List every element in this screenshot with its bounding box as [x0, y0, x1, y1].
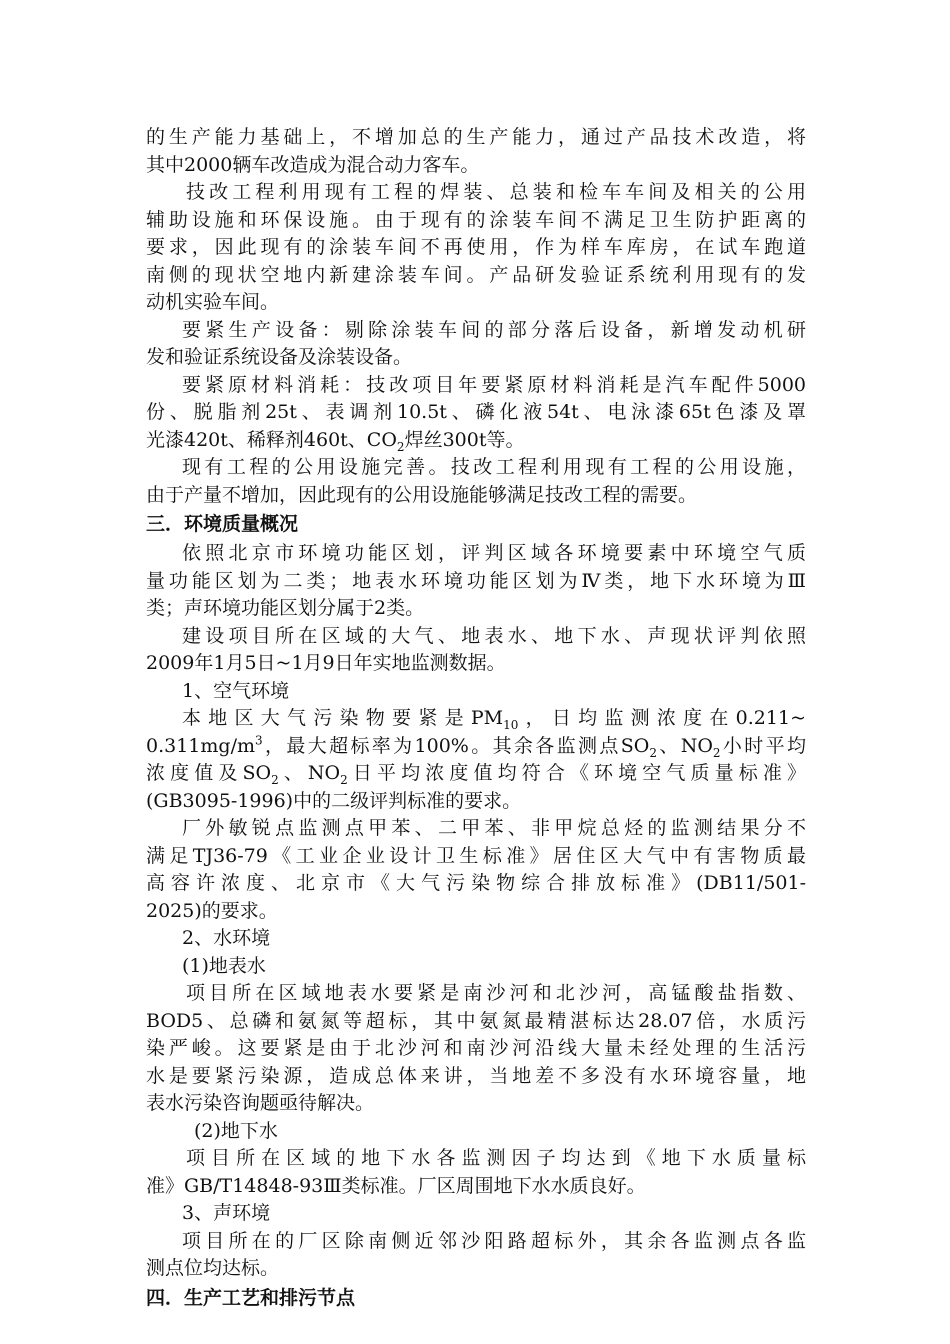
subscript: 2	[649, 745, 657, 760]
paragraph-line	[146, 733, 806, 761]
paragraph-line: 要紧生产设备：剔除涂装车间的部分落后设备，新增发动机研	[182, 318, 806, 341]
paragraph-line: 动机实验车间。	[146, 291, 280, 313]
paragraph-line	[146, 427, 806, 455]
paragraph-line: 现有工程的公用设施完善。技改工程利用现有工程的公用设施，	[182, 456, 806, 478]
paragraph-line: 表水污染咨询题亟待解决。	[146, 1092, 375, 1114]
document-body	[146, 124, 806, 1314]
paragraph-line: 的生产能力基础上，不增加总的生产能力，通过产品技术改造，将	[146, 126, 806, 148]
paragraph-line: 2009年1月5日~1月9日年实地监测数据。	[146, 652, 506, 674]
paragraph-line: 水是要紧污染源，造成总体来讲，当地差不多没有水环境容量，地	[146, 1064, 806, 1087]
text-run: 日平均浓度值均符合《环境空气质量标准》	[347, 762, 806, 784]
paragraph-line: 其中2000辆车改造成为混合动力客车。	[146, 153, 480, 176]
paragraph-line: 份、脱脂剂25t、表调剂10.5t、磷化液54t、电泳漆65t色漆及罩	[146, 401, 806, 423]
text-run: ，最大超标率为100%。其余各监测点SO	[262, 734, 650, 757]
paragraph-line: 项目所在的厂区除南侧近邻沙阳路超标外，其余各监测点各监	[182, 1229, 806, 1252]
paragraph-line: 发和验证系统设备及涂装设备。	[146, 346, 413, 368]
text-run: 本地区大气污染物要紧是PM	[182, 707, 504, 729]
subsection-title: (2)地下水	[194, 1119, 278, 1142]
superscript: 3	[255, 733, 263, 748]
paragraph-line: 满足TJ36-79《工业企业设计卫生标准》居住区大气中有害物质最	[146, 844, 806, 867]
text-run: 、NO	[656, 734, 713, 757]
text-run: 、NO	[278, 762, 341, 784]
paragraph-line: 厂外敏锐点监测点甲苯、二甲苯、非甲烷总烃的监测结果分不	[182, 817, 806, 839]
paragraph-line: 项目所在区域的地下水各监测因子均达到《地下水质量标	[186, 1147, 806, 1169]
subsection-title: (1)地表水	[182, 954, 266, 977]
subsection-title: 3、声环境	[182, 1202, 271, 1224]
paragraph-line	[146, 760, 806, 788]
subsection-title: 2、水环境	[182, 927, 271, 949]
section-heading: 四．生产工艺和排污节点	[146, 1286, 356, 1309]
paragraph-line: BOD5、总磷和氨氮等超标，其中氨氮最精湛标达28.07倍，水质污	[146, 1009, 806, 1032]
paragraph-line: 量功能区划为二类；地表水环境功能区划为Ⅳ类，地下水环境为Ⅲ	[146, 569, 806, 592]
paragraph-line: 高容许浓度、北京市《大气污染物综合排放标准》(DB11/501-	[146, 872, 806, 894]
text-run: 焊丝300t等。	[404, 428, 525, 451]
paragraph-line: 类；声环境功能区划分属于2类。	[146, 597, 425, 619]
paragraph-line: 要紧原材料消耗：技改项目年要紧原材料消耗是汽车配件5000	[182, 373, 806, 396]
paragraph-line: 要求，因此现有的涂装车间不再使用，作为样车库房，在试车跑道	[146, 236, 806, 258]
text-run: ，日均监测浓度在0.211~	[518, 707, 806, 729]
paragraph-line: 准》GB/T14848-93Ⅲ类标准。厂区周围地下水水质良好。	[146, 1174, 646, 1197]
paragraph-line: 染严峻。这要紧是由于北沙河和南沙河沿线大量未经处理的生活污	[146, 1037, 806, 1059]
paragraph-line: 辅助设施和环保设施。由于现有的涂装车间不满足卫生防护距离的	[146, 208, 806, 231]
subsection-title: 1、空气环境	[182, 679, 290, 702]
paragraph-line: 测点位均达标。	[146, 1257, 280, 1279]
text-run: 光漆420t、稀释剂460t、CO	[146, 428, 397, 451]
subscript: 2	[271, 772, 279, 787]
subscript: 2	[396, 439, 405, 454]
text-run: 0.311mg/m	[146, 734, 255, 757]
paragraph-line: 项目所在区域地表水要紧是南沙河和北沙河，高锰酸盐指数、	[186, 982, 806, 1004]
paragraph-line: 由于产量不增加，因此现有的公用设施能够满足技改工程的需要。	[146, 483, 698, 506]
paragraph-line: 建设项目所在区域的大气、地表水、地下水、声现状评判依照	[182, 624, 806, 647]
paragraph-line: 依照北京市环境功能区划，评判区域各环境要素中环境空气质	[182, 542, 806, 564]
text-run: 小时平均	[720, 734, 806, 757]
subscript: 10	[503, 717, 519, 732]
text-run: 浓度值及SO	[146, 762, 272, 784]
paragraph-line	[146, 705, 806, 733]
subscript: 2	[340, 772, 348, 787]
paragraph-line: 技改工程利用现有工程的焊装、总装和检车车间及相关的公用	[186, 181, 806, 203]
paragraph-line: 2025)的要求。	[146, 899, 278, 922]
subscript: 2	[712, 745, 721, 760]
paragraph-line: (GB3095-1996)中的二级评判标准的要求。	[146, 789, 522, 812]
section-heading: 三．环境质量概况	[146, 513, 299, 535]
paragraph-line: 南侧的现状空地内新建涂装车间。产品研发验证系统利用现有的发	[146, 263, 806, 286]
